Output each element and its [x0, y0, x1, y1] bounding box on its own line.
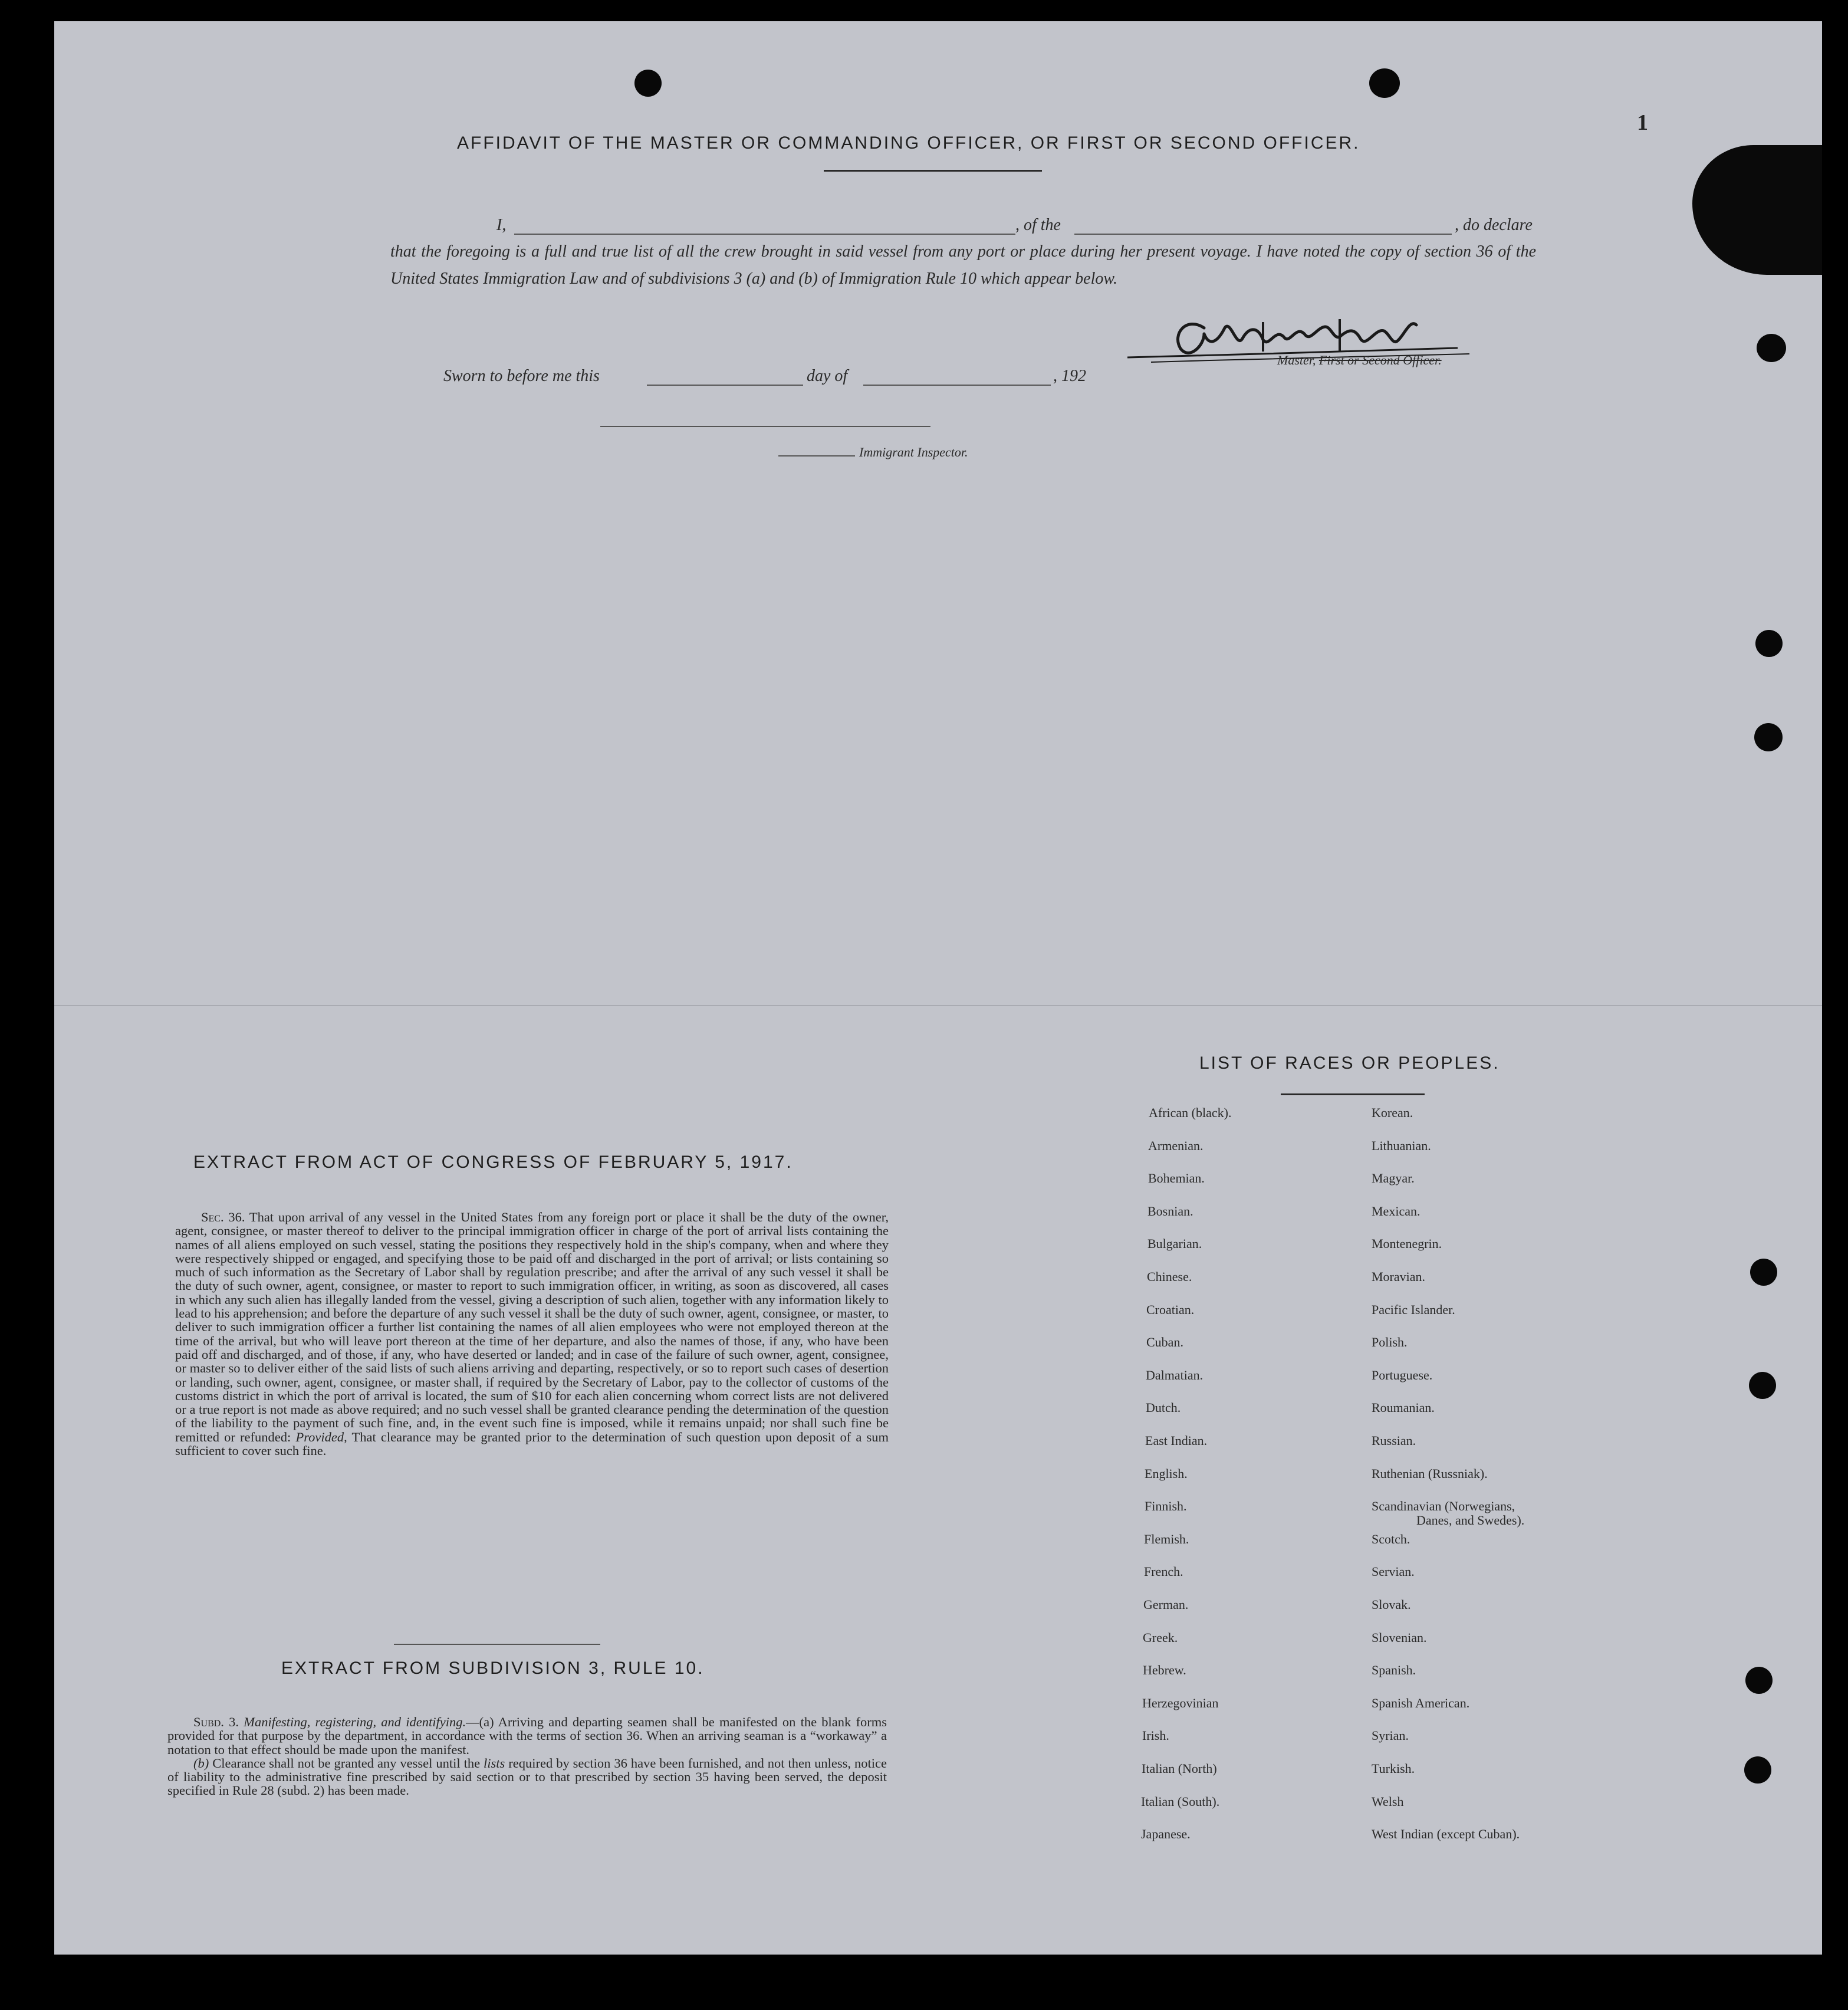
punch-hole: [1744, 1756, 1771, 1784]
punch-hole: [1750, 1259, 1777, 1286]
race-item: Welsh: [1372, 1794, 1404, 1809]
race-item: Spanish American.: [1372, 1696, 1470, 1710]
punch-hole: [1757, 334, 1786, 362]
race-item: Armenian.: [1148, 1138, 1203, 1153]
proviso-text: That clearance may be granted prior to the determination of such question upon deposit of a sum sufficient to cover such fine.: [175, 1429, 889, 1459]
para-b-part1: Clearance shall not be granted any vessel until the: [212, 1755, 481, 1771]
section-divider: [394, 1644, 600, 1645]
race-item: Pacific Islander.: [1372, 1302, 1455, 1317]
sworn-year: , 192: [1053, 367, 1086, 385]
race-item: Dalmatian.: [1146, 1368, 1203, 1382]
race-item: Moravian.: [1372, 1269, 1426, 1284]
extract-rule-text: [167, 1715, 887, 1798]
extract-act-title: EXTRACT FROM ACT OF CONGRESS OF FEBRUARY 5, 1917.: [193, 1152, 793, 1172]
race-item: Slovenian.: [1372, 1630, 1427, 1645]
race-item: Portuguese.: [1372, 1368, 1433, 1382]
inspector-prefix-blank: [778, 455, 855, 456]
torn-corner: [1692, 145, 1822, 275]
race-item: Scandinavian (Norwegians,: [1372, 1499, 1515, 1513]
race-item: Ruthenian (Russniak).: [1372, 1466, 1488, 1481]
inspector-label: Immigrant Inspector.: [859, 445, 968, 459]
punch-hole: [1745, 1667, 1773, 1694]
extract-rule-title: EXTRACT FROM SUBDIVISION 3, RULE 10.: [281, 1658, 705, 1678]
document-page: [54, 21, 1822, 1955]
signature-title: [1277, 353, 1442, 368]
extract-act-text: [175, 1210, 889, 1457]
race-item: Flemish.: [1144, 1532, 1189, 1546]
subd-label: Subd. 3.: [193, 1715, 239, 1729]
race-item: Montenegrin.: [1372, 1236, 1442, 1251]
race-item: Turkish.: [1372, 1761, 1415, 1776]
para-b-part2: required by section 36 have been furnished, and not then unless, notice of liability to the administrative fine prescribed by said section or to that prescribed by section 35 having been served, the deposit specified in Rule 28 (subd. 2) has been made.: [167, 1755, 887, 1798]
race-item: Italian (North): [1142, 1761, 1217, 1776]
race-item: Bosnian.: [1147, 1204, 1193, 1219]
race-item: Greek.: [1143, 1630, 1178, 1645]
race-item: West Indian (except Cuban).: [1372, 1827, 1520, 1841]
race-item: Hebrew.: [1143, 1663, 1186, 1677]
title-master: Master,: [1277, 353, 1316, 367]
sec-label: Sec. 36.: [201, 1210, 245, 1224]
race-item: Finnish.: [1145, 1499, 1187, 1513]
sworn-day-of: day of: [807, 367, 848, 385]
race-item: Irish.: [1142, 1728, 1169, 1743]
race-item: Syrian.: [1372, 1728, 1409, 1743]
label-i: I,: [496, 216, 507, 234]
race-item: French.: [1144, 1564, 1183, 1579]
title-struck: First or Second Officer.: [1318, 353, 1442, 367]
punch-hole: [1369, 68, 1400, 98]
race-item: Spanish.: [1372, 1663, 1416, 1677]
races-title-underline: [1281, 1093, 1425, 1095]
race-item: Servian.: [1372, 1564, 1415, 1579]
race-item: Bohemian.: [1148, 1171, 1205, 1185]
inspector-signature-blank: [600, 426, 930, 427]
race-item: East Indian.: [1145, 1433, 1208, 1448]
affidavit-title: AFFIDAVIT OF THE MASTER OR COMMANDING OFFICER, OR FIRST OR SECOND OFFICER.: [457, 133, 1360, 153]
race-item: Bulgarian.: [1147, 1236, 1202, 1251]
label-declare: , do declare: [1455, 216, 1533, 234]
race-item: Mexican.: [1372, 1204, 1420, 1219]
name-blank: [514, 234, 1015, 235]
race-item: Lithuanian.: [1372, 1138, 1431, 1153]
races-title: LIST OF RACES OR PEOPLES.: [1199, 1053, 1500, 1073]
punch-hole: [1755, 630, 1783, 657]
race-item: Magyar.: [1372, 1171, 1415, 1185]
sec-text: That upon arrival of any vessel in the United States from any foreign port or place it shall be the duty of the owner, agent, consignee, or master thereof to deliver to the principal immigration officer in charge of the port of arrival lists containing the names of all aliens employed on such vessel, stating the positions they respectively hold in the ship's company, when and where they were respectively shipped or engaged, and specifying those to be paid off and discharged in the port of arrival; or lists containing so much of such information as the Secretary of Labor shall by regulation prescribe; and after the arrival of any such vessel it shall be the duty of such owner, agent, consignee, or master to report to such immigration officer, in writing, as soon as discovered, all cases in which any such alien has illegally landed from the vessel, giving a description of such alien, together with any information likely to lead to his apprehension; and before the departure of any such vessel it shall be the duty of such owner, agent, consignee, or master, to deliver to such immigration officer a further list containing the names of all alien employees who were not employed thereon at the time of the arrival, but who will leave port thereon at the time of her departure, and also the names of those, if any, who have been paid off and discharged, and of those, if any, who have deserted or landed; and in case of the failure of such owner, agent, consignee, or master so to deliver either of the said lists of such aliens arriving and departing, respectively, or so to report such cases of desertion or landing, such owner, agent, consignee, or master shall, if required by the Secretary of Labor, pay to the collector of customs of the customs district in which the port of arrival is located, the sum of $10 for each alien concerning whom correct lists are not delivered or a true report is not made as above required; and no such vessel shall be granted clearance pending the determination of the question of the liability to the payment of such fine, and, in the event such fine is imposed, while it remains unpaid; nor shall such fine be remitted or refunded:: [175, 1210, 889, 1444]
race-item: Danes, and Swedes).: [1416, 1513, 1525, 1528]
label-of-the: , of the: [1015, 216, 1061, 234]
race-item: Korean.: [1372, 1105, 1413, 1120]
vessel-blank: [1074, 234, 1452, 235]
page-mark: 1: [1637, 110, 1648, 135]
sworn-line: [443, 367, 1210, 390]
race-item: Roumanian.: [1372, 1400, 1435, 1415]
para-b-label: (b): [193, 1755, 209, 1771]
punch-hole: [1749, 1372, 1776, 1399]
race-item: Polish.: [1372, 1335, 1408, 1349]
subd-heading: Manifesting, registering, and identifying.: [244, 1715, 466, 1729]
sworn-prefix: Sworn to before me this: [443, 367, 600, 385]
para-a: —(a) Arriving and departing seamen shall be manifested on the blank forms provided for that purpose by the department, in accordance with the terms of section 36. When an arriving seaman is a “workaway” a notation to that effect should be made upon the manifest.: [167, 1715, 887, 1757]
race-item: Slovak.: [1372, 1597, 1411, 1612]
punch-hole: [634, 70, 662, 97]
race-item: African (black).: [1149, 1105, 1232, 1120]
race-item: Italian (South).: [1141, 1794, 1220, 1809]
race-item: Dutch.: [1146, 1400, 1181, 1415]
race-item: Russian.: [1372, 1433, 1416, 1448]
race-item: Scotch.: [1372, 1532, 1410, 1546]
race-item: Cuban.: [1146, 1335, 1183, 1349]
para-b-lists: lists: [484, 1755, 505, 1771]
day-blank: [647, 385, 803, 386]
race-item: Chinese.: [1147, 1269, 1192, 1284]
punch-hole: [1754, 723, 1783, 751]
race-item: Croatian.: [1146, 1302, 1195, 1317]
proviso-word: Provided,: [295, 1429, 347, 1444]
race-item: English.: [1145, 1466, 1188, 1481]
race-item: German.: [1143, 1597, 1189, 1612]
title-underline: [824, 170, 1042, 172]
affidavit-statement: that the foregoing is a full and true list of all the crew brought in said vessel from any port or place during her present voyage. I have noted the copy of section 36 of the United States Immigration Law and of subdivisions 3 (a) and (b) of Immigration Rule 10 which appear below.: [390, 242, 1536, 288]
race-item: Herzegovinian: [1142, 1696, 1219, 1710]
race-item: Japanese.: [1141, 1827, 1191, 1841]
fold-crease: [54, 1005, 1822, 1006]
month-blank: [863, 385, 1051, 386]
